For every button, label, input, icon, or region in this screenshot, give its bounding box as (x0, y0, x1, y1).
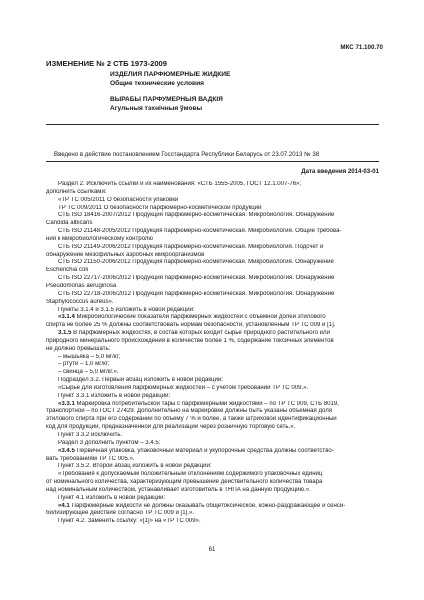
body-line (46, 456, 379, 464)
line-text: Pseudomonas aeruginosa (46, 282, 117, 289)
line-text: Парфюмерные жидкости не должны оказывать общетоксическое, кожно-раздражающее и сенси- (69, 502, 346, 509)
line-text: Раздел 3 дополнить пунктом – 3.4.5: (58, 439, 161, 446)
body-line (46, 330, 379, 338)
line-text: «Требования к допускаемым положительным отклонениям содержимого упаковочных единиц (58, 471, 323, 478)
line-text: Escherichia coli (46, 267, 89, 274)
body-line (46, 510, 379, 518)
line-text: СТБ ISO 18416-2007/2012 Продукция парфюмерно-косметическая. Микробиология. Обнаружение (58, 212, 335, 219)
body-line (46, 495, 379, 503)
title-belarusian-sub: Агульныя тэхнічныя ўмовы (110, 104, 203, 112)
line-text: Первичная упаковка, упаковочный материал и укупорочные средства должны соответство- (74, 447, 334, 454)
line-text: код для продукции, предназначенной для реализации через розничную торговую сеть.». (46, 424, 296, 431)
body-line (46, 236, 379, 244)
body-line (46, 377, 379, 385)
line-text: Маркировка потребительской тары с парфюмерными жидкостями – по ТР ТС 009, СТБ 8019, (74, 400, 339, 407)
body-line (46, 338, 379, 346)
body-line (46, 314, 379, 322)
line-text: вать требованиям ТР ТС 005.». (46, 455, 135, 462)
title-russian-sub: Общие технические условия (110, 79, 205, 87)
body-line (46, 440, 379, 448)
clause-number: 3.1.5 (58, 330, 72, 337)
line-text: Candida albicans (46, 220, 93, 227)
body-line (46, 463, 379, 471)
body-line (46, 189, 379, 197)
clause-number: «4.1 (58, 502, 70, 509)
line-text: билизирующее действие согласно ТР ТС 009 и [1].». (46, 510, 195, 517)
body-line (46, 471, 379, 479)
line-text: Пункт 3.3.2 исключить. (58, 432, 123, 438)
body-line (46, 244, 379, 252)
body-line (46, 291, 379, 299)
intro-text: Введено в действие постановлением Госстандарта Республики Беларусь от 23.07.2013 № 38 (54, 151, 320, 158)
line-text: Пункты 3.1.4 и 3.1.5 изложить в новой редакции: (58, 306, 195, 313)
body-line (46, 408, 379, 416)
body-line (46, 401, 379, 409)
line-text: Пункт 4.2. Заменить ссылку: «[1]» на «ТР ТС 009». (58, 518, 201, 525)
body-line (46, 197, 379, 205)
line-text: СТБ ISO 22717-2006/2012 Продукция парфюмерно-косметическая. Микробиология. Обнаружение (58, 275, 335, 282)
line-text: Staphylococcus aureus». (46, 298, 114, 305)
line-text: этилового спирта при его содержании по объему 7 % и более, а также штриховой идентификационный (46, 416, 337, 423)
body-line (46, 267, 379, 275)
body-line (46, 432, 379, 440)
body-line (46, 275, 379, 283)
line-text: от номинального количества, характеризующим превышение действительного количества товара (46, 479, 323, 486)
line-text: Пункт 3.5.2. Второй абзац изложить в новой редакции: (58, 463, 212, 470)
body-line (46, 424, 379, 432)
body-line (46, 252, 379, 260)
body-line (46, 448, 379, 456)
line-text: не должно превышать: (46, 345, 111, 352)
line-text: Микробиологические показатели парфюмерных жидкостей с объемной долей этилового (74, 314, 326, 321)
divider-top (46, 124, 379, 125)
line-text: СТБ ISO 21150-2006/2012 Продукция парфюмерно-косметическая. Микробиология. Обнаружение (58, 259, 334, 266)
clause-number: «3.3.1 (58, 400, 75, 407)
page-number: 61 (208, 546, 216, 553)
line-text: над номинальным количеством, устанавливает изготовитель в ТНПА на данную продукцию.». (46, 486, 311, 493)
body-line (46, 228, 379, 236)
title-russian-main: ИЗДЕЛИЯ ПАРФЮМЕРНЫЕ ЖИДКИЕ (110, 71, 231, 78)
amendment-body (46, 181, 379, 526)
title-russian (110, 71, 370, 88)
line-text: Пункт 4.1 изложить в новой редакции: (58, 494, 166, 501)
clause-number: «3.4.5 (58, 447, 75, 454)
line-text: транспортной – по ГОСТ 27429. Дополнительно на маркировке должны быть указаны объемная доля (46, 408, 333, 415)
line-text: ния к микробиологическому контролю (46, 235, 153, 242)
body-line (46, 220, 379, 228)
body-line (46, 361, 379, 369)
body-line (46, 479, 379, 487)
line-text: СТБ ISO 22718-2006/2012 Продукция парфюмерно-косметическая. Микробиология. Обнаружение (58, 290, 335, 297)
body-line (46, 299, 379, 307)
line-text: – ртути – 1,0 мг/кг; (58, 361, 110, 368)
clause-number: «3.1.4 (58, 314, 75, 321)
body-line (46, 503, 379, 511)
line-text: – свинца – 5,0 мг/кг.». (58, 369, 119, 376)
line-text: спирта не более 25 % должны соответствовать нормам безопасности, установленным ТР ТС 009 и [1]. (46, 322, 336, 329)
body-line (46, 259, 379, 267)
body-line (46, 322, 379, 330)
line-text: Раздел 2. Исключить ссылки и их наименования: «СТБ 1555-2005, ГОСТ 12.1.007-76»; (58, 181, 302, 187)
line-text: В парфюмерных жидкостях, в состав которых входит сырье природного растительного или (71, 330, 330, 337)
body-line (46, 385, 379, 393)
line-text: СТБ ISO 21149-2006/2012 Продукция парфюмерно-косметическая. Микробиология. Подсчет и (58, 243, 324, 250)
body-line (46, 369, 379, 377)
body-line (46, 181, 379, 189)
body-line (46, 205, 379, 213)
body-line (46, 518, 379, 526)
line-text: дополнить ссылками: (46, 188, 107, 195)
body-line (46, 416, 379, 424)
body-line (46, 346, 379, 354)
body-line (46, 354, 379, 362)
body-line (46, 487, 379, 495)
mks-code: МКС 71.100.70 (340, 44, 383, 51)
body-line (46, 212, 379, 220)
line-text: природного минерального происхождения в количестве более 1 %, содержание токсичных элементов (46, 337, 334, 344)
body-line (46, 283, 379, 291)
body-line (46, 393, 379, 401)
line-text: Подраздел 3.2. Первый абзац изложить в новой редакции: (58, 377, 223, 384)
line-text: обнаружение мезофильных аэробных микроорганизмов (46, 251, 205, 258)
line-text: «ТР ТС 005/2011 О безопасности упаковки (58, 196, 179, 203)
title-belarusian (110, 96, 370, 113)
change-heading: ИЗМЕНЕНИЕ № 2 СТБ 1973-2009 (46, 59, 167, 68)
body-line (46, 307, 379, 315)
line-text: Пункт 3.3.1 изложить в новой редакции: (58, 392, 171, 399)
line-text: ТР ТС 009/2011 О безопасности парфюмерно-косметической продукции (58, 204, 262, 211)
line-text: – мышьяка – 5,0 мг/кг; (58, 353, 121, 360)
line-text: СТБ ISO 21148-2005/2012 Продукция парфюмерно-косметическая. Микробиология. Общие требова- (58, 228, 342, 235)
title-belarusian-main: ВЫРАБЫ ПАРФУМЕРНЫЯ ВАДКІЯ (110, 96, 223, 103)
divider-bottom (46, 161, 379, 162)
effective-date: Дата введения 2014-03-01 (301, 168, 379, 175)
line-text: «Сырье для изготовления парфюмерных жидкостей – с учетом требований ТР ТС 009.». (58, 384, 309, 391)
